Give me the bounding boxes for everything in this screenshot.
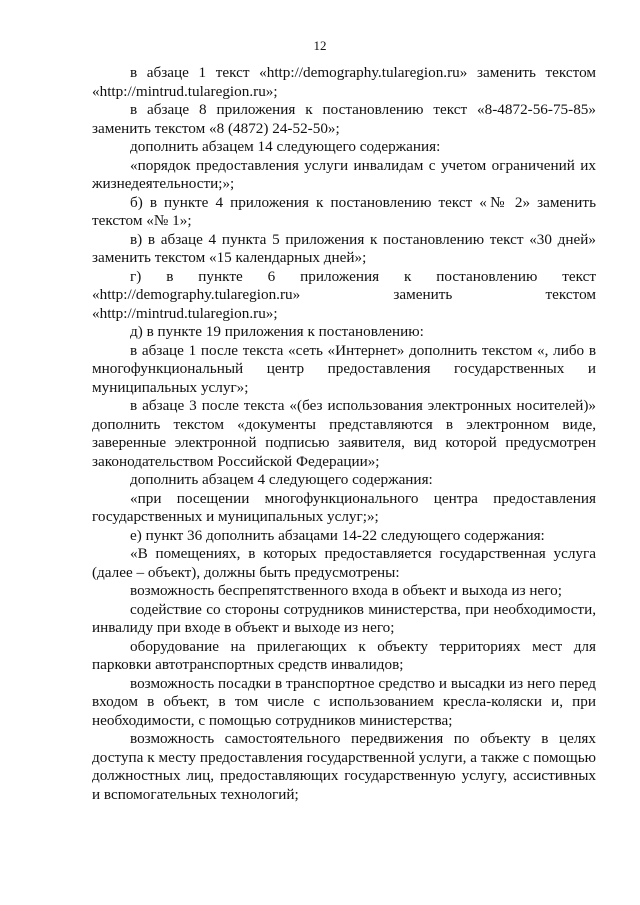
paragraph-14: «В помещениях, в которых предоставляется государственная услуга (далее – объект), должны быть предусмотрены: (92, 545, 596, 581)
paragraph-1: в абзаце 1 текст «http://demography.tularegion.ru» заменить текстом «http://mintrud.tularegion.ru»; (92, 64, 596, 100)
paragraph-12: «при посещении многофункционального центра предоставления государственных и муниципальных услуг;»; (92, 489, 596, 525)
paragraph-17: оборудование на прилегающих к объекту территориях мест для парковки автотранспортных средств инвалидов; (92, 637, 596, 673)
paragraph-6: в) в абзаце 4 пункта 5 приложения к постановлению текст «30 дней» заменить текстом «15 календарных дней»; (92, 230, 596, 266)
paragraph-2: в абзаце 8 приложения к постановлению текст «8-4872-56-75-85» заменить текстом «8 (4872) 24-52-50»; (92, 101, 596, 137)
document-body (92, 64, 596, 804)
paragraph-11: дополнить абзацем 4 следующего содержания: (130, 471, 433, 488)
paragraph-7: г) в пункте 6 приложения к постановлению текст «http://demography.tularegion.ru» заменить текстом «http://mintrud.tularegion.ru»; (92, 267, 596, 322)
paragraph-5: б) в пункте 4 приложения к постановлению текст «№ 2» заменить текстом «№ 1»; (92, 193, 596, 229)
page-number: 12 (313, 38, 327, 53)
paragraph-3: дополнить абзацем 14 следующего содержания: (130, 138, 441, 155)
paragraph-19: возможность самостоятельного передвижения по объекту в целях доступа к месту предоставления государственной услуги, а также с помощью должностных лиц, предоставляющих государственную услугу, ассистивных и вспомогательных технологий; (92, 730, 596, 803)
paragraph-4: «порядок предоставления услуги инвалидам с учетом ограничений их жизнедеятельности;»; (92, 156, 596, 192)
paragraph-15: возможность беспрепятственного входа в объект и выхода из него; (130, 582, 562, 599)
paragraph-9: в абзаце 1 после текста «сеть «Интернет» дополнить текстом «, либо в многофункциональный центр предоставления государственных и муниципальных услуг»; (92, 341, 596, 396)
paragraph-13: е) пункт 36 дополнить абзацами 14-22 следующего содержания: (130, 526, 545, 544)
paragraph-8: д) в пункте 19 приложения к постановлению: (130, 323, 424, 340)
paragraph-10: в абзаце 3 после текста «(без использования электронных носителей)» дополнить текстом «документы представляются в электронном виде, заверенные электронной подписью заявителя, вид которой предусмотрен законодательством Российской Федерации»; (92, 397, 596, 470)
paragraph-18: возможность посадки в транспортное средство и высадки из него перед входом в объект, в том числе с использованием кресла-коляски и, при необходимости, с помощью сотрудников министерства; (92, 674, 596, 729)
paragraph-16: содействие со стороны сотрудников министерства, при необходимости, инвалиду при входе в объект и выходе из него; (92, 600, 596, 636)
